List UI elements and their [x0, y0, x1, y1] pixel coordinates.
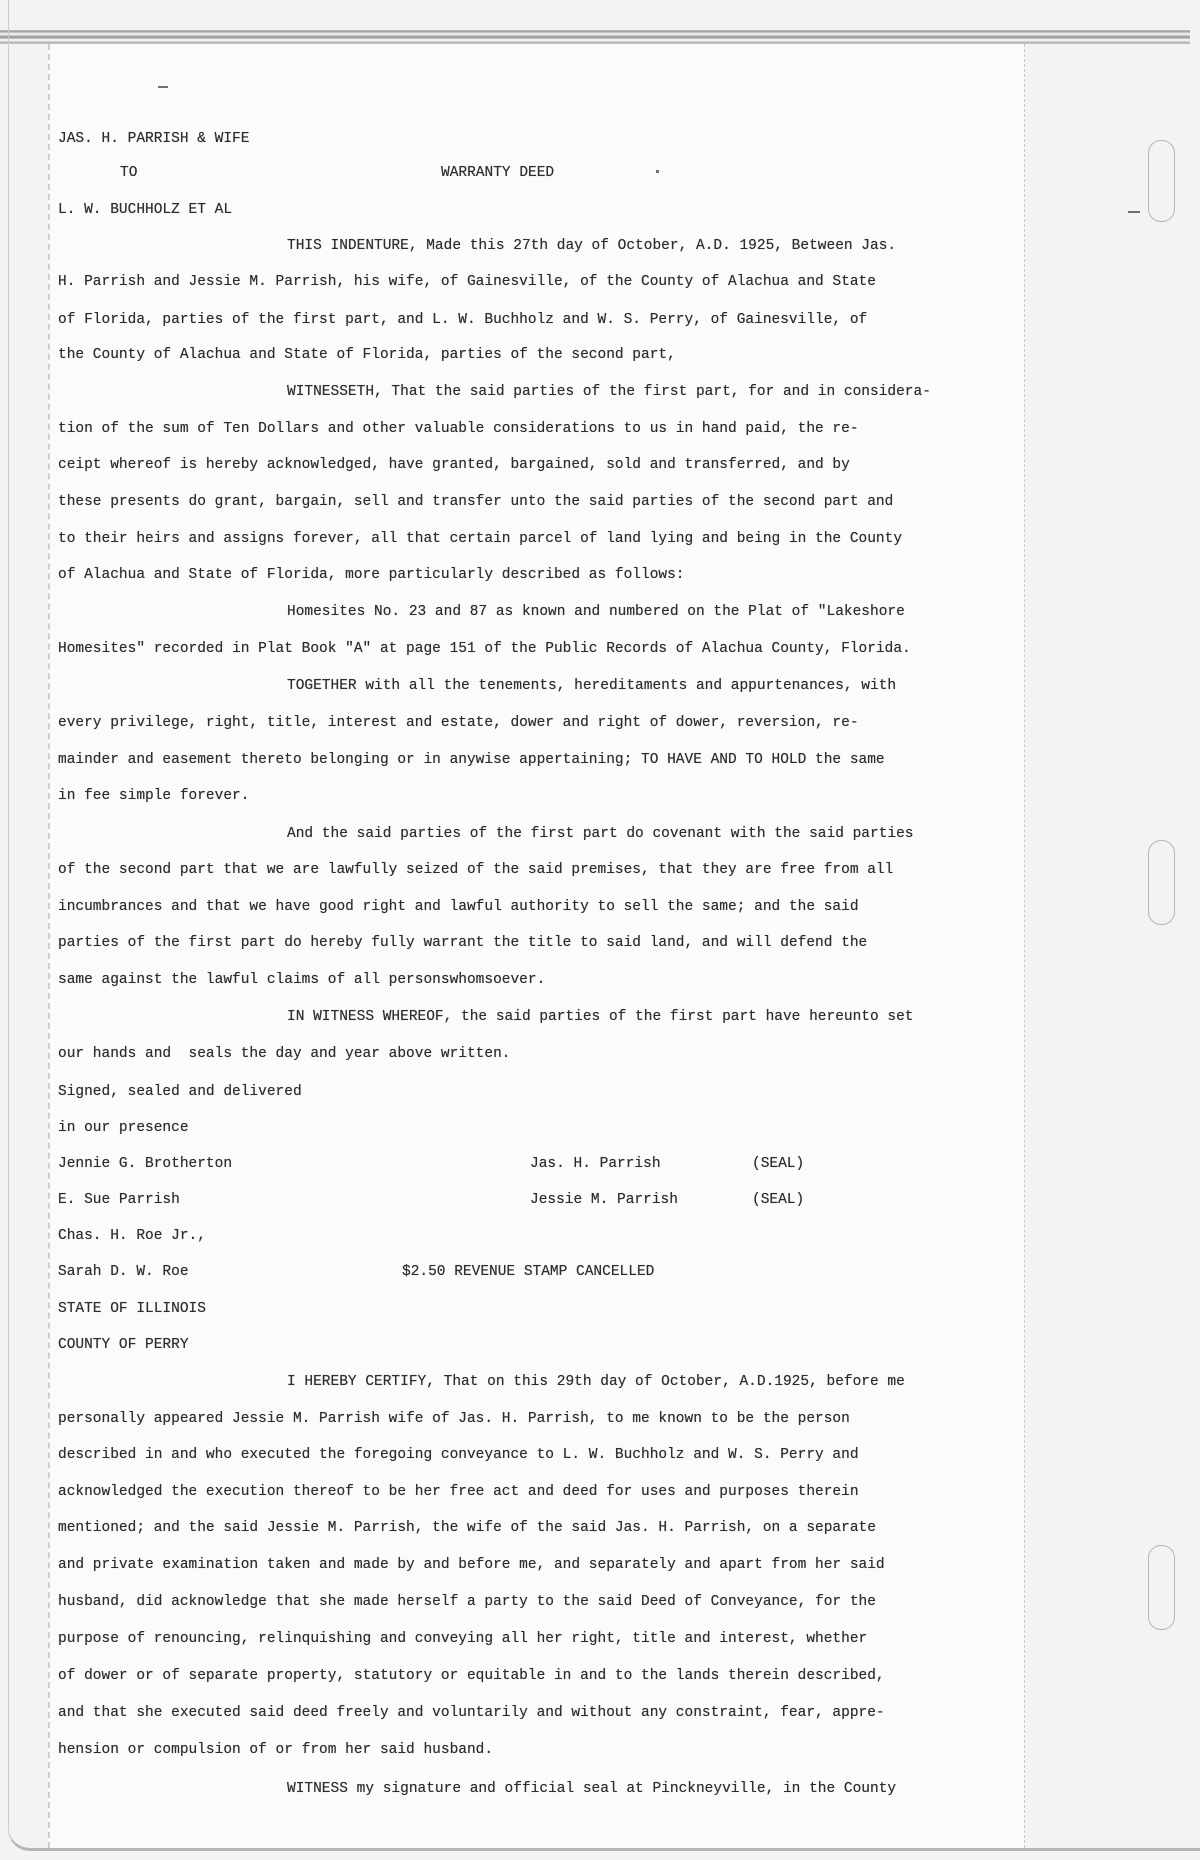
text-segment: Jas. H. Parrish	[530, 1156, 661, 1172]
document-line	[2, 493, 1200, 513]
document-line	[2, 130, 1200, 150]
document-line	[2, 164, 1200, 184]
text-segment: (SEAL)	[752, 1192, 805, 1208]
deed-page-surface	[48, 44, 1025, 1848]
text-segment: THIS INDENTURE, Made this 27th day of October, A.D. 1925, Between Jas.	[287, 238, 897, 254]
document-line	[2, 1083, 1200, 1103]
text-segment: TO	[120, 165, 138, 181]
document-line	[2, 825, 1200, 845]
document-line	[2, 1519, 1200, 1539]
text-segment: husband, did acknowledge that she made herself a party to the said Deed of Conveyance, for the	[58, 1594, 876, 1610]
binder-ring-icon	[1148, 1545, 1175, 1630]
document-line	[2, 1410, 1200, 1430]
document-line	[2, 934, 1200, 954]
document-line	[2, 751, 1200, 771]
text-segment: $2.50 REVENUE STAMP CANCELLED	[402, 1264, 655, 1280]
document-line	[2, 1191, 1200, 1211]
document-line	[2, 898, 1200, 918]
text-segment: of the second part that we are lawfully seized of the said premises, that they are free from all	[58, 862, 894, 878]
text-segment: Homesites" recorded in Plat Book "A" at page 151 of the Public Records of Alachua County, Florida.	[58, 641, 911, 657]
document-line	[2, 383, 1200, 403]
text-segment: described in and who executed the foregoing conveyance to L. W. Buchholz and W. S. Perry and	[58, 1447, 859, 1463]
document-line	[2, 1373, 1200, 1393]
text-segment: to their heirs and assigns forever, all that certain parcel of land lying and being in the County	[58, 531, 903, 547]
text-segment: our hands and seals the day and year above written.	[58, 1046, 511, 1062]
document-line	[2, 1263, 1200, 1283]
text-segment: of dower or of separate property, statutory or equitable in and to the lands therein described,	[58, 1668, 885, 1684]
text-segment: in our presence	[58, 1120, 189, 1136]
text-segment: COUNTY OF PERRY	[58, 1337, 189, 1353]
document-line	[2, 420, 1200, 440]
text-segment: every privilege, right, title, interest and estate, dower and right of dower, reversion, re-	[58, 715, 859, 731]
document-line	[2, 787, 1200, 807]
document-line	[2, 1446, 1200, 1466]
document-line	[2, 1336, 1200, 1356]
text-segment: parties of the first part do hereby fully warrant the title to said land, and will defend the	[58, 935, 868, 951]
document-line	[2, 1155, 1200, 1175]
text-segment: these presents do grant, bargain, sell and transfer unto the said parties of the second part and	[58, 494, 894, 510]
text-segment: STATE OF ILLINOIS	[58, 1301, 206, 1317]
document-line	[2, 1667, 1200, 1687]
text-segment: in fee simple forever.	[58, 788, 250, 804]
document-line	[2, 530, 1200, 550]
text-segment: hension or compulsion of or from her said husband.	[58, 1742, 494, 1758]
text-segment: the County of Alachua and State of Florida, parties of the second part,	[58, 347, 676, 363]
document-line	[2, 677, 1200, 697]
document-line	[2, 311, 1200, 331]
text-segment: H. Parrish and Jessie M. Parrish, his wife, of Gainesville, of the County of Alachua and State	[58, 274, 876, 290]
document-line	[2, 1704, 1200, 1724]
text-segment: E. Sue Parrish	[58, 1192, 180, 1208]
document-line	[2, 1741, 1200, 1761]
typed-text-lines	[2, 0, 1200, 1860]
document-line	[2, 566, 1200, 586]
text-segment: incumbrances and that we have good right and lawful authority to sell the same; and the said	[58, 899, 859, 915]
text-segment: tion of the sum of Ten Dollars and other valuable considerations to us in hand paid, the re-	[58, 421, 859, 437]
text-segment: and that she executed said deed freely and voluntarily and without any constraint, fear, appre-	[58, 1705, 885, 1721]
document-line	[2, 1119, 1200, 1139]
document-line	[2, 1556, 1200, 1576]
document-line	[2, 1630, 1200, 1650]
text-segment: mainder and easement thereto belonging or in anywise appertaining; TO HAVE AND TO HOLD the same	[58, 752, 885, 768]
text-segment: same against the lawful claims of all personswhomsoever.	[58, 972, 546, 988]
text-segment: ceipt whereof is hereby acknowledged, have granted, bargained, sold and transferred, and by	[58, 457, 850, 473]
text-segment: (SEAL)	[752, 1156, 805, 1172]
stray-ink-mark	[158, 86, 168, 88]
text-segment: mentioned; and the said Jessie M. Parrish, the wife of the said Jas. H. Parrish, on a separate	[58, 1520, 876, 1536]
document-line	[2, 971, 1200, 991]
document-line	[2, 1008, 1200, 1028]
document-line	[2, 237, 1200, 257]
stray-ink-mark	[1128, 211, 1140, 213]
document-line	[2, 201, 1200, 221]
text-segment: of Florida, parties of the first part, and L. W. Buchholz and W. S. Perry, of Gainesville, of	[58, 312, 868, 328]
text-segment: and private examination taken and made by and before me, and separately and apart from her said	[58, 1557, 885, 1573]
document-line	[2, 1780, 1200, 1800]
document-line	[2, 1300, 1200, 1320]
document-line	[2, 603, 1200, 623]
text-segment: personally appeared Jessie M. Parrish wife of Jas. H. Parrish, to me known to be the person	[58, 1411, 850, 1427]
binder-ring-icon	[1148, 140, 1175, 222]
text-segment: TOGETHER with all the tenements, hereditaments and appurtenances, with	[287, 678, 897, 694]
text-segment: JAS. H. PARRISH & WIFE	[58, 131, 250, 147]
stray-ink-mark	[656, 170, 659, 173]
document-line	[2, 1045, 1200, 1065]
document-line	[2, 346, 1200, 366]
text-segment: Jennie G. Brotherton	[58, 1156, 233, 1172]
text-segment: I HEREBY CERTIFY, That on this 29th day of October, A.D.1925, before me	[287, 1374, 905, 1390]
document-line	[2, 273, 1200, 293]
text-segment: of Alachua and State of Florida, more particularly described as follows:	[58, 567, 685, 583]
document-line	[2, 456, 1200, 476]
text-segment: WARRANTY DEED	[441, 165, 555, 181]
text-segment: acknowledged the execution thereof to be her free act and deed for uses and purposes therein	[58, 1484, 859, 1500]
document-line	[2, 714, 1200, 734]
document-line	[2, 640, 1200, 660]
text-segment: And the said parties of the first part do covenant with the said parties	[287, 826, 914, 842]
text-segment: Jessie M. Parrish	[530, 1192, 678, 1208]
document-line	[2, 1227, 1200, 1247]
text-segment: IN WITNESS WHEREOF, the said parties of the first part have hereunto set	[287, 1009, 914, 1025]
document-line	[2, 1483, 1200, 1503]
text-segment: Homesites No. 23 and 87 as known and numbered on the Plat of "Lakeshore	[287, 604, 905, 620]
text-segment: WITNESS my signature and official seal at Pinckneyville, in the County	[287, 1781, 897, 1797]
text-segment: Signed, sealed and delivered	[58, 1084, 302, 1100]
text-segment: Chas. H. Roe Jr.,	[58, 1228, 206, 1244]
text-segment: purpose of renouncing, relinquishing and conveying all her right, title and interest, whether	[58, 1631, 868, 1647]
text-segment: Sarah D. W. Roe	[58, 1264, 189, 1280]
text-segment: WITNESSETH, That the said parties of the first part, for and in considera-	[287, 384, 931, 400]
text-segment: L. W. BUCHHOLZ ET AL	[58, 202, 233, 218]
document-line	[2, 861, 1200, 881]
document-line	[2, 1593, 1200, 1613]
binder-ring-icon	[1148, 840, 1175, 925]
